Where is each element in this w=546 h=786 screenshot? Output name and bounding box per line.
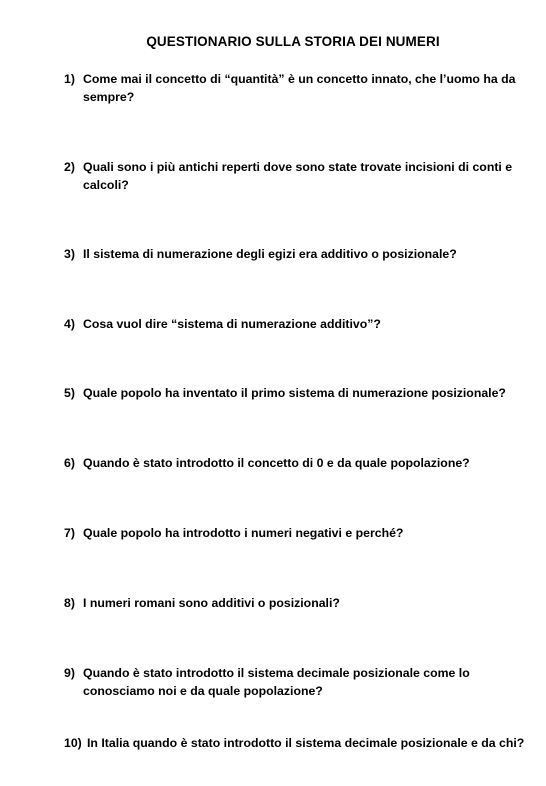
question-text: In Italia quando è stato introdotto il sistema decimale posizionale e da chi?	[87, 736, 525, 750]
question-2	[64, 159, 542, 194]
question-text: Quale popolo ha inventato il primo sistema di numerazione posizionale?	[83, 386, 506, 400]
question-text: Quali sono i più antichi reperti dove sono state trovate incisioni di conti e calcoli?	[83, 160, 513, 192]
question-text: Quando è stato introdotto il sistema decimale posizionale come lo conosciamo noi e da quale popolazione?	[83, 666, 470, 698]
question-number: 8)	[64, 596, 75, 610]
question-number: 5)	[64, 386, 75, 400]
question-number: 3)	[64, 247, 75, 261]
question-6	[64, 455, 542, 473]
question-text: Il sistema di numerazione degli egizi era additivo o posizionale?	[83, 247, 457, 261]
question-5	[64, 385, 542, 403]
question-text: I numeri romani sono additivi o posizionali?	[83, 596, 340, 610]
question-number: 4)	[64, 317, 75, 331]
question-text: Quando è stato introdotto il concetto di 0 e da quale popolazione?	[83, 456, 470, 470]
question-text: Cosa vuol dire “sistema di numerazione additivo”?	[83, 317, 381, 331]
question-1	[64, 71, 542, 106]
question-9	[64, 665, 542, 700]
question-number: 1)	[64, 72, 75, 86]
question-7	[64, 525, 542, 543]
question-8	[64, 595, 542, 613]
question-number: 10)	[64, 736, 82, 750]
question-number: 2)	[64, 160, 75, 174]
document-title: QUESTIONARIO SULLA STORIA DEI NUMERI	[146, 34, 440, 49]
question-text: Quale popolo ha introdotto i numeri negativi e perché?	[83, 526, 404, 540]
question-number: 9)	[64, 666, 75, 680]
question-number: 7)	[64, 526, 75, 540]
question-text: Come mai il concetto di “quantità” è un concetto innato, che l’uomo ha da sempre?	[83, 72, 516, 104]
question-10	[64, 735, 542, 753]
question-number: 6)	[64, 456, 75, 470]
question-3	[64, 246, 542, 264]
question-4	[64, 316, 542, 334]
